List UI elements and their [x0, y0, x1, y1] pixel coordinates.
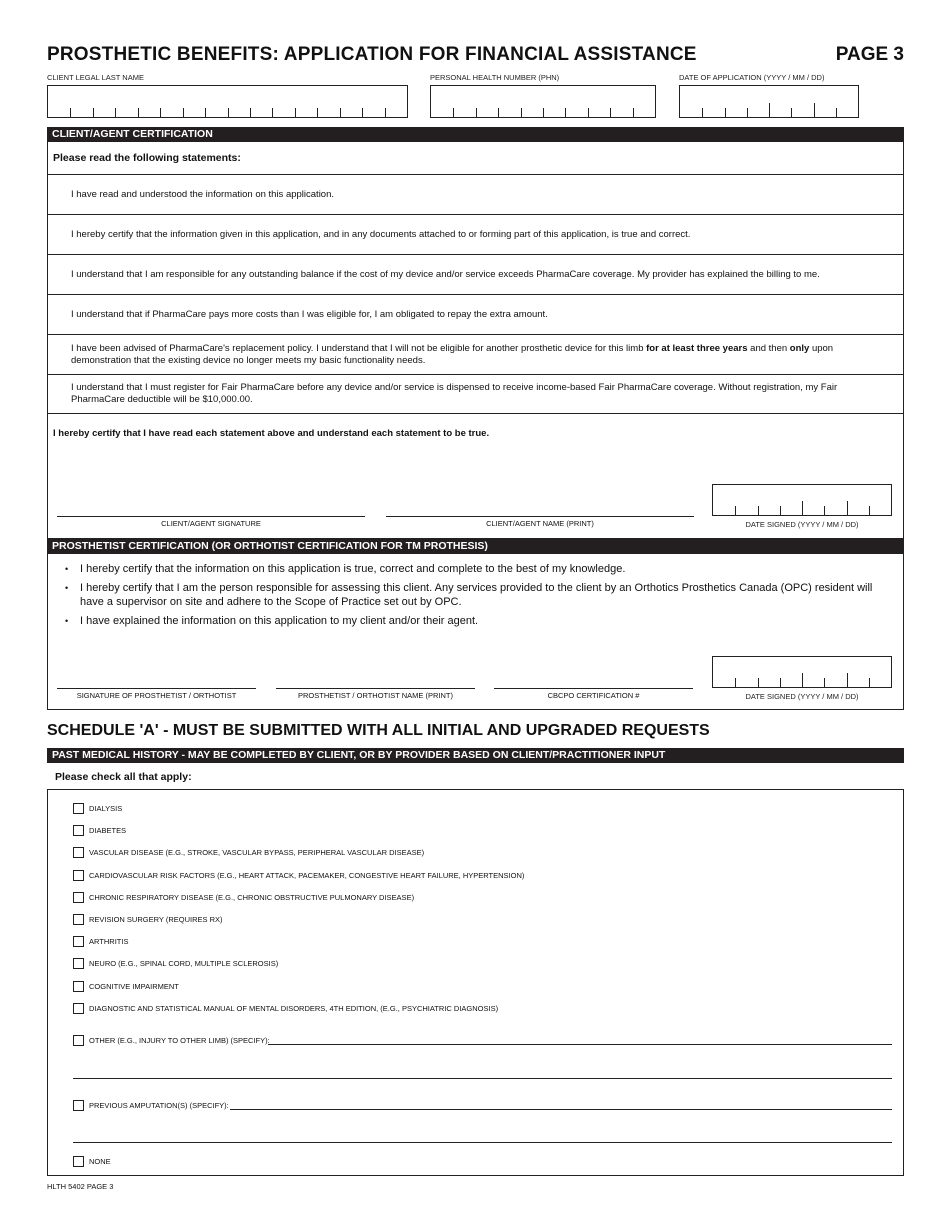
schedule-title: SCHEDULE 'A' - MUST BE SUBMITTED WITH ALL INITIAL AND UPGRADED REQUESTS — [47, 722, 710, 739]
comb-tick — [498, 108, 499, 117]
statement-text: I understand that if PharmaCare pays more costs than I was eligible for, I am obligated to repay the extra amount. — [71, 308, 548, 320]
phn-label: PERSONAL HEALTH NUMBER (PHN) — [430, 73, 560, 82]
comb-tick — [138, 108, 139, 117]
client-signature-line[interactable]: CLIENT/AGENT SIGNATURE — [57, 516, 365, 528]
stmt5-part: upon demonstration that the existing device no longer meets my basic functionality needs. — [71, 342, 834, 366]
comb-tick — [847, 673, 848, 687]
comb-tick — [725, 108, 726, 117]
comb-tick — [453, 108, 454, 117]
comb-tick — [295, 108, 296, 117]
statement-text: I understand that I am responsible for any outstanding balance if the cost of my device and/or service exceeds PharmaCare coverage. My provider has explained the billing to me. — [71, 268, 820, 280]
checkbox[interactable] — [73, 936, 84, 947]
condition-label: DIAGNOSTIC AND STATISTICAL MANUAL OF MENTAL DISORDERS, 4TH EDITION, (E.G., PSYCHIATRIC DIAGNOSIS) — [89, 1003, 499, 1013]
form-title: PROSTHETIC BENEFITS: APPLICATION FOR FINANCIAL ASSISTANCE — [47, 44, 697, 65]
none-checkbox-row[interactable] — [73, 1156, 111, 1167]
comb-tick — [565, 108, 566, 117]
last-name-field[interactable] — [47, 85, 408, 118]
other-specify-line-2[interactable] — [73, 1078, 892, 1079]
form-footer: HLTH 5402 PAGE 3 — [47, 1182, 114, 1191]
cbcpo-line[interactable]: CBCPO CERTIFICATION # — [494, 688, 693, 700]
condition-label: REVISION SURGERY (REQUIRES RX) — [89, 915, 223, 924]
client-date-signed-field[interactable] — [712, 484, 892, 516]
comb-tick — [769, 103, 770, 117]
comb-tick — [780, 678, 781, 687]
condition-label: COGNITIVE IMPAIRMENT — [89, 981, 179, 991]
comb-tick — [814, 103, 815, 117]
bullet-item: • I hereby certify that I am the person responsible for assessing this client. Any services provided to the client by an Orthotics Prosthetics Canada (OPC) resident will have a supervisor on site and adhere to the Scope of Practice set out by OPC. — [62, 581, 897, 609]
condition-checkbox-row[interactable] — [73, 958, 278, 969]
statement-text: I hereby certify that the information given in this application, and in any documents attached to or forming part of this application, is true and correct. — [71, 228, 691, 240]
client-cert-header: CLIENT/AGENT CERTIFICATION — [47, 127, 904, 142]
page-number: PAGE 3 — [835, 44, 904, 65]
comb-tick — [588, 108, 589, 117]
statement-1 — [47, 174, 904, 214]
comb-tick — [183, 108, 184, 117]
check-all-intro: Please check all that apply: — [55, 771, 192, 783]
comb-tick — [780, 506, 781, 515]
medical-history-header: PAST MEDICAL HISTORY - MAY BE COMPLETED BY CLIENT, OR BY PROVIDER BASED ON CLIENT/PRACTITIONER INPUT — [47, 748, 904, 763]
condition-label: CARDIOVASCULAR RISK FACTORS (E.G., HEART ATTACK, PACEMAKER, CONGESTIVE HEART FAILURE, HYPERTENSION) — [89, 870, 525, 880]
comb-tick — [702, 108, 703, 117]
statement-2 — [47, 214, 904, 254]
comb-tick — [250, 108, 251, 117]
comb-tick — [543, 108, 544, 117]
previous-amputation-label: PREVIOUS AMPUTATION(S) (SPECIFY): — [89, 1101, 229, 1110]
comb-tick — [824, 506, 825, 515]
comb-tick — [205, 108, 206, 117]
last-name-label: CLIENT LEGAL LAST NAME — [47, 73, 144, 82]
checkbox[interactable] — [73, 825, 84, 836]
comb-tick — [521, 108, 522, 117]
comb-tick — [340, 108, 341, 117]
checkbox[interactable] — [73, 803, 84, 814]
certify-statement: I hereby certify that I have read each statement above and understand each statement to be true. — [53, 428, 490, 439]
comb-tick — [758, 678, 759, 687]
comb-tick — [160, 108, 161, 117]
comb-tick — [802, 501, 803, 515]
condition-checkbox-row[interactable] — [73, 936, 128, 947]
comb-tick — [791, 108, 792, 117]
stmt5-bold: for at least three years — [646, 342, 748, 354]
checkbox[interactable] — [73, 847, 84, 858]
phn-field[interactable] — [430, 85, 656, 118]
prosthetist-signature-line[interactable]: SIGNATURE OF PROSTHETIST / ORTHOTIST — [57, 688, 256, 700]
comb-tick — [610, 108, 611, 117]
condition-checkbox-row[interactable] — [73, 1003, 498, 1014]
comb-tick — [633, 108, 634, 117]
comb-tick — [93, 108, 94, 117]
comb-tick — [735, 678, 736, 687]
checkbox[interactable] — [73, 1003, 84, 1014]
comb-tick — [836, 108, 837, 117]
comb-tick — [115, 108, 116, 117]
prosthetist-name-line[interactable]: PROSTHETIST / ORTHOTIST NAME (PRINT) — [276, 688, 475, 700]
condition-checkbox-row[interactable] — [73, 981, 179, 992]
condition-label: CHRONIC RESPIRATORY DISEASE (E.G., CHRONIC OBSTRUCTIVE PULMONARY DISEASE) — [89, 892, 415, 902]
checkbox[interactable] — [73, 1035, 84, 1046]
comb-tick — [476, 108, 477, 117]
bullet-item: • I have explained the information on this application to my client and/or their agent. — [62, 614, 897, 628]
comb-tick — [758, 506, 759, 515]
condition-label: DIABETES — [89, 826, 127, 836]
stmt5-bold: only — [789, 342, 810, 354]
prosthetist-cert-header: PROSTHETIST CERTIFICATION (OR ORTHOTIST CERTIFICATION FOR TM PROTHESIS) — [47, 539, 904, 554]
condition-checkbox-row[interactable] — [73, 870, 524, 881]
comb-tick — [362, 108, 363, 117]
condition-label: NEURO (E.G., SPINAL CORD, MULTIPLE SCLEROSIS) — [89, 959, 279, 969]
comb-tick — [869, 506, 870, 515]
prosthetist-cert-bullets — [62, 562, 897, 633]
statement-4 — [47, 294, 904, 334]
application-date-label: DATE OF APPLICATION (YYYY / MM / DD) — [679, 73, 825, 82]
statement-text: I understand that I must register for Fair PharmaCare before any device and/or service is dispensed to receive income-based Fair PharmaCare coverage. Without registration, my Fair PharmaCare deductible will be $10,000.00. — [71, 382, 838, 405]
other-checkbox-row[interactable] — [73, 1035, 270, 1046]
client-cert-intro: Please read the following statements: — [53, 152, 241, 164]
comb-tick — [747, 108, 748, 117]
application-date-field[interactable] — [679, 85, 859, 118]
comb-tick — [317, 108, 318, 117]
previous-amputation-line[interactable] — [230, 1109, 892, 1110]
statement-3 — [47, 254, 904, 294]
comb-tick — [70, 108, 71, 117]
checkbox[interactable] — [73, 892, 84, 903]
client-name-line[interactable]: CLIENT/AGENT NAME (PRINT) — [386, 516, 694, 528]
checkbox[interactable] — [73, 981, 84, 992]
condition-checkbox-row[interactable] — [73, 825, 126, 836]
other-specify-line[interactable] — [268, 1044, 892, 1045]
checkbox[interactable] — [73, 870, 84, 881]
prosthetist-date-signed-field[interactable] — [712, 656, 892, 688]
checkbox[interactable] — [73, 958, 84, 969]
condition-label: VASCULAR DISEASE (E.G., STROKE, VASCULAR BYPASS, PERIPHERAL VASCULAR DISEASE) — [89, 848, 425, 858]
client-date-signed-label: DATE SIGNED (YYYY / MM / DD) — [745, 520, 859, 529]
other-label: OTHER (E.G., INJURY TO OTHER LIMB) (SPECIFY): — [89, 1036, 270, 1045]
previous-amputation-checkbox-row[interactable] — [73, 1100, 229, 1111]
statement-text — [71, 343, 892, 367]
condition-checkbox-row[interactable] — [73, 803, 122, 814]
bullet-item: • I hereby certify that the information on this application is true, correct and complete to the best of my knowledge. — [62, 562, 897, 576]
condition-checkbox-row[interactable] — [73, 914, 223, 925]
comb-tick — [847, 501, 848, 515]
stmt5-part: I have been advised of PharmaCare's replacement policy. I understand that I will not be eligible for another prosthetic device for this limb — [71, 342, 647, 354]
stmt5-part: and then — [747, 342, 790, 354]
comb-tick — [869, 678, 870, 687]
comb-tick — [824, 678, 825, 687]
previous-amputation-line-2[interactable] — [73, 1142, 892, 1143]
comb-tick — [385, 108, 386, 117]
comb-tick — [272, 108, 273, 117]
condition-checkbox-row[interactable] — [73, 847, 424, 858]
checkbox[interactable] — [73, 1100, 84, 1111]
prosthetist-date-signed-label: DATE SIGNED (YYYY / MM / DD) — [745, 692, 859, 701]
checkbox[interactable] — [73, 914, 84, 925]
comb-tick — [228, 108, 229, 117]
statement-5 — [47, 334, 904, 374]
none-label: NONE — [89, 1157, 111, 1166]
statement-6 — [47, 374, 904, 414]
comb-tick — [735, 506, 736, 515]
condition-label: ARTHRITIS — [89, 937, 129, 947]
statement-text: I have read and understood the information on this application. — [71, 188, 335, 200]
condition-label: DIALYSIS — [89, 804, 123, 813]
comb-tick — [802, 673, 803, 687]
condition-checkbox-row[interactable] — [73, 892, 414, 903]
checkbox[interactable] — [73, 1156, 84, 1167]
